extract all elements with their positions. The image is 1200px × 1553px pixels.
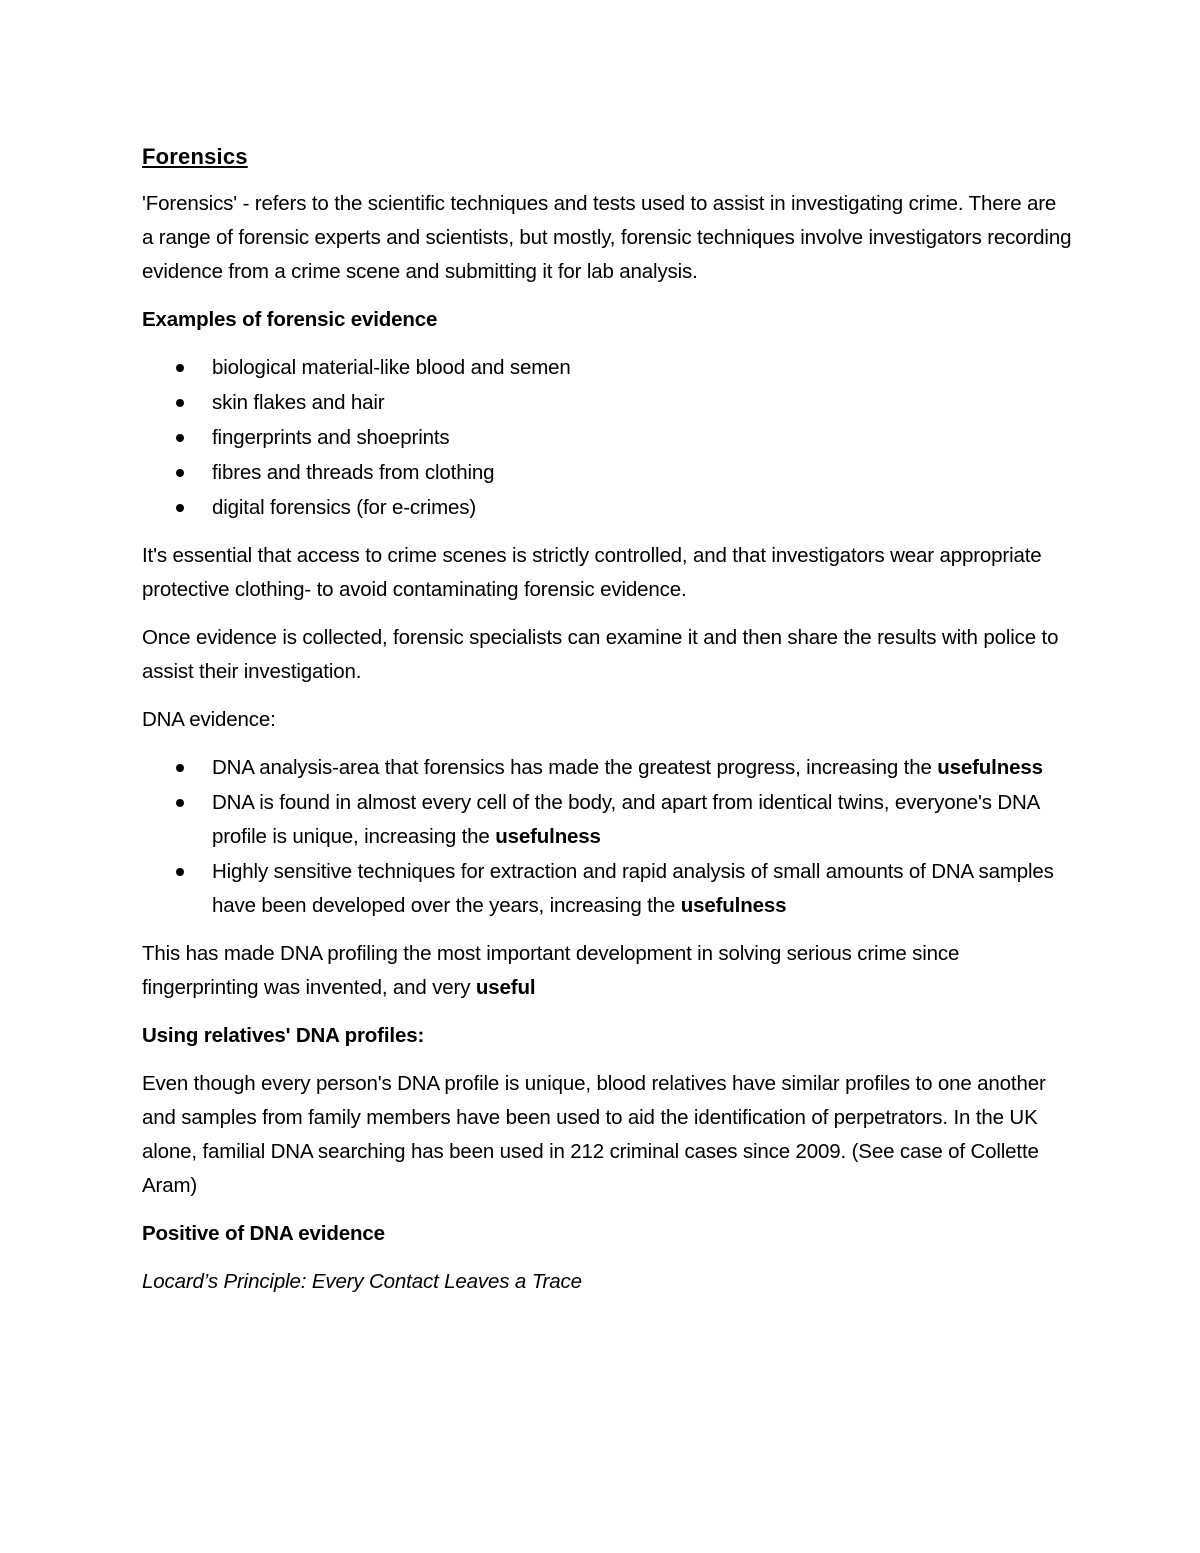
list-item <box>142 751 1072 785</box>
list-item: skin flakes and hair <box>142 386 1072 420</box>
page-title: Forensics <box>142 144 248 169</box>
dna-heading: DNA evidence: <box>142 708 276 731</box>
list-item <box>142 786 1072 854</box>
collected-paragraph: Once evidence is collected, forensic specialists can examine it and then share the results with police to assist their investigation. <box>142 626 1059 683</box>
list-item: fibres and threads from clothing <box>142 456 1072 490</box>
profiling-emphasis: useful <box>475 976 536 999</box>
locard-principle: Locard’s Principle: Every Contact Leaves a Trace <box>142 1270 582 1293</box>
list-item: fingerprints and shoeprints <box>142 421 1072 455</box>
list-item <box>142 855 1072 923</box>
profiling-paragraph <box>142 937 1072 1005</box>
list-item-text: DNA analysis-area that forensics has made the greatest progress, increasing the <box>212 756 938 779</box>
list-item-emphasis: usefulness <box>495 825 601 848</box>
access-paragraph: It's essential that access to crime scenes is strictly controlled, and that investigators wear appropriate protective clothing- to avoid contaminating forensic evidence. <box>142 544 1042 601</box>
examples-heading: Examples of forensic evidence <box>142 308 438 331</box>
list-item: biological material-like blood and semen <box>142 351 1072 385</box>
relatives-heading: Using relatives' DNA profiles: <box>142 1024 425 1047</box>
list-item: digital forensics (for e-crimes) <box>142 491 1072 525</box>
list-item-emphasis: usefulness <box>937 756 1043 779</box>
examples-list <box>142 351 1072 525</box>
list-item-text: DNA is found in almost every cell of the body, and apart from identical twins, everyone's DNA profile is unique, increasing the <box>212 791 1040 848</box>
list-item-emphasis: usefulness <box>680 894 787 917</box>
profiling-text: This has made DNA profiling the most important development in solving serious crime since fingerprinting was invented, and very <box>142 942 960 999</box>
list-item-text: Highly sensitive techniques for extraction and rapid analysis of small amounts of DNA samples have been developed over the years, increasing the <box>212 860 1054 917</box>
dna-list <box>142 751 1072 923</box>
relatives-paragraph: Even though every person's DNA profile is unique, blood relatives have similar profiles to one another and samples from family members have been used to aid the identification of perpetrators. In the UK alone, familial DNA searching has been used in 212 criminal cases since 2009. (See case of Collette Aram) <box>142 1072 1046 1197</box>
positive-heading: Positive of DNA evidence <box>142 1222 385 1245</box>
document-page <box>142 140 1072 1313</box>
intro-paragraph: 'Forensics' - refers to the scientific techniques and tests used to assist in investigating crime. There are a range of forensic experts and scientists, but mostly, forensic techniques involve investigators recording evidence from a crime scene and submitting it for lab analysis. <box>142 192 1072 283</box>
